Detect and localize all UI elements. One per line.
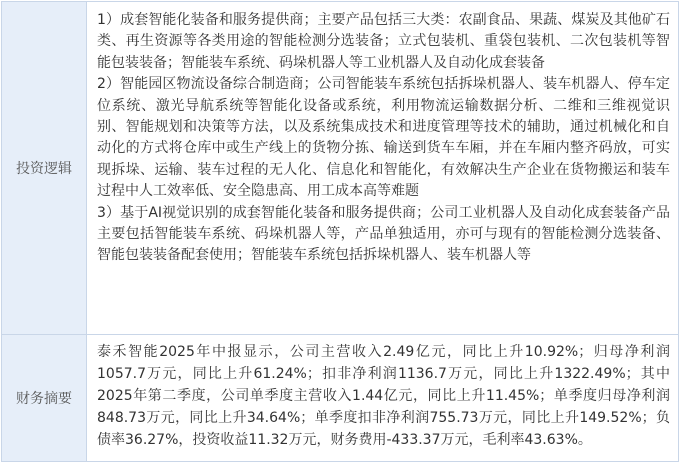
investment-logic-content	[87, 2, 678, 334]
financial-summary-content	[87, 335, 678, 461]
investment-logic-row	[2, 2, 678, 335]
financial-summary-row	[2, 335, 678, 461]
financial-summary-text: 泰禾智能2025年中报显示，公司主营收入2.49亿元，同比上升10.92%；归母净利润1057.7万元，同比上升61.24%；扣非净利润1136.7万元，同比上升1322.49%；其中2025年第二季度，公司单季度主营收入1.44亿元，同比上升11.45%；单季度归母净利润848.73万元，同比上升34.64%；单季度扣非净利润755.73万元，同比上升149.52%；负债率36.27%，投资收益11.32万元，财务费用-433.37万元，毛利率43.63%。	[97, 344, 670, 448]
investment-logic-label: 投资逻辑	[2, 2, 87, 334]
info-table	[1, 1, 679, 462]
financial-summary-label: 财务摘要	[2, 335, 87, 461]
logic-paragraph-2: 2）智能园区物流设备综合制造商；公司智能装车系统包括拆垛机器人、装车机器人、停车定位系统、激光导航系统等智能化设备或系统，利用物流运输数据分析、二维和三维视觉识别、智能规划和决策等方法，以及系统集成技术和进度管理等技术的辅助，通过机械化和自动化的方式将仓库中或生产线上的货物分拣、输送到货车车厢，并在车厢内整齐码放，可实现拆垛、运输、装车过程的无人化、信息化和智能化，有效解决生产企业在货物搬运和装车过程中人工效率低、安全隐患高、用工成本高等难题	[97, 76, 670, 200]
logic-paragraph-3: 3）基于AI视觉识别的成套智能化装备和服务提供商；公司工业机器人及自动化成套装备产品主要包括智能装车系统、码垛机器人等，产品单独适用，亦可与现有的智能检测分选装备、智能包装装备配套使用；智能装车系统包括拆垛机器人、装车机器人等	[97, 204, 670, 264]
logic-paragraph-1: 1）成套智能化装备和服务提供商；主要产品包括三大类：农副食品、果蔬、煤炭及其他矿石类、再生资源等各类用途的智能检测分选装备；立式包装机、重袋包装机、二次包装机等智能包装装备；智能装车系统、码垛机器人等工业机器人及自动化成套装备	[97, 12, 670, 71]
